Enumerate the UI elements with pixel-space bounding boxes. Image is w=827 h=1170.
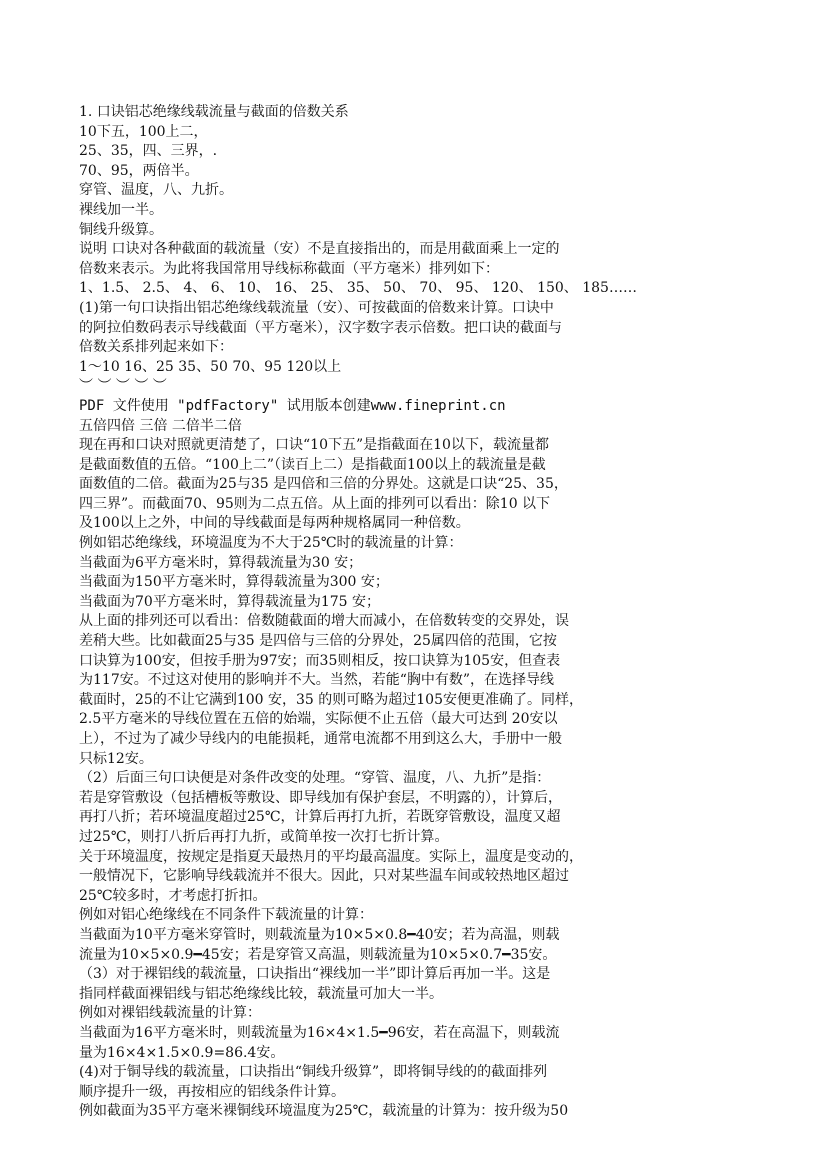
document-body <box>79 103 799 1122</box>
text-line: 量为16×4×1.5×0.9=86.4安。 <box>79 1044 285 1061</box>
text-line: 倍数关系排列起来如下： <box>79 339 233 356</box>
text-line: 及100以上之外，中间的导线截面是每两种规格属同一种倍数。 <box>79 515 470 532</box>
text-line: 过25℃，则打八折后再打九折，或简单按一次打七折计算。 <box>79 828 449 845</box>
text-line: 顺序提升一级，再按相应的铝线条件计算。 <box>79 1083 345 1100</box>
text-line: 指同样截面裸铝线与铝芯绝缘线比较，载流量可加大一半。 <box>79 985 443 1002</box>
text-line: 例如截面为35平方毫米裸铜线环境温度为25℃，载流量的计算为：按升级为50 <box>79 1103 569 1120</box>
text-line: 为117安。不过这对使用的影响并不大。当然，若能“胸中有数”，在选择导线 <box>79 672 555 689</box>
text-line: 例如铝芯绝缘线，环境温度为不大于25℃时的载流量的计算： <box>79 535 463 552</box>
cross-section-list-line: 1、1.5、 2.5、 4、 6、 10、 16、 25、 35、 50、 70、 95、 120、 150、 185…… <box>79 280 637 297</box>
text-line: 当截面为6平方毫米时，算得载流量为30 安； <box>79 554 363 571</box>
text-line: （3）对于裸铝线的载流量，口诀指出“裸线加一半”即计算后再加一半。这是 <box>79 966 551 983</box>
text-line: 说明 口诀对各种截面的载流量（安）不是直接指出的，而是用截面乘上一定的 <box>79 241 560 258</box>
text-line: 关于环境温度，按规定是指夏天最热月的平均最高温度。实际上，温度是变动的， <box>79 848 583 865</box>
text-line: (4)对于铜导线的载流量，口诀指出“铜线升级算”，即将铜导线的的截面排列 <box>79 1064 548 1081</box>
text-line: 面数值的二倍。截面为25与35 是四倍和三倍的分界处。这就是口诀“25、35， <box>79 476 568 493</box>
text-line: 25℃较多时，才考虑打折扣。 <box>79 887 267 904</box>
heading-line: 1. 口诀铝芯绝缘线载流量与截面的倍数关系 <box>79 104 349 120</box>
text-line: 再打八折；若环境温度超过25℃，计算后再打九折，若既穿管敷设，温度又超 <box>79 809 561 826</box>
text-line: 上），不过为了减少导线内的电能损耗，通常电流都不用到这么大，手册中一般 <box>79 731 562 747</box>
text-line: （2）后面三句口诀便是对条件改变的处理。“穿管、温度，八、九折”是指： <box>79 770 551 787</box>
text-line: 10下五，100上二， <box>79 123 208 140</box>
text-line: 是截面数值的五倍。“100上二”（读百上二）是指截面100以上的载流量是截 <box>79 456 546 473</box>
text-line: 的阿拉伯数码表示导线截面（平方毫米），汉字数字表示倍数。把口诀的截面与 <box>79 319 562 336</box>
text-line: 只标12安。 <box>79 750 153 767</box>
text-line: 裸线加一半。 <box>79 201 163 218</box>
text-line: 70、95，两倍半。 <box>79 162 199 179</box>
text-line: 铜线升级算。 <box>79 221 163 238</box>
text-line: 四三界”。而截面70、95则为二点五倍。从上面的排列可以看出：除10 以下 <box>79 495 551 512</box>
text-line: 截面时，25的不让它满到100 安，35 的则可略为超过105安便更准确了。同样， <box>79 691 583 708</box>
text-line: 当截面为16平方毫米时，则载流量为16×4×1.5━96安，若在高温下，则载流 <box>79 1024 560 1041</box>
text-line: 流量为10×5×0.9━45安；若是穿管又高温，则载流量为10×5×0.7━35安。 <box>79 946 557 963</box>
text-line: 现在再和口诀对照就更清楚了，口诀“10下五”是指截面在10以下，载流量都 <box>79 437 549 454</box>
text-line: 当截面为150平方毫米时，算得载流量为300 安； <box>79 574 389 591</box>
text-line: 当截面为70平方毫米时，算得载流量为175 安； <box>79 593 380 610</box>
pdf-watermark-line: PDF 文件使用 "pdfFactory" 试用版本创建www.fineprint.cn <box>79 397 506 414</box>
text-line: 例如对铝心绝缘线在不同条件下载流量的计算： <box>79 907 373 924</box>
text-line: 当截面为10平方毫米穿管时，则载流量为10×5×0.8━40安；若为高温，则载 <box>79 926 560 943</box>
text-line: 25、35，四、三界，. <box>79 143 218 160</box>
text-line: 倍数来表示。为此将我国常用导线标称截面（平方毫米）排列如下： <box>79 260 499 277</box>
multipliers-line: 五倍四倍 三倍 二倍半二倍 <box>79 417 242 434</box>
text-line: 差稍大些。比如截面25与35 是四倍与三倍的分界处，25属四倍的范围，它按 <box>79 633 557 650</box>
ranges-line: 1～10 16、25 35、50 70、95 120以上 <box>79 358 342 375</box>
text-line: 一般情况下，它影响导线载流并不很大。因此，只对某些温车间或较热地区超过 <box>79 868 569 885</box>
text-line: 若是穿管敷设（包括槽板等敷设、即导线加有保护套层，不明露的），计算后， <box>79 789 562 806</box>
brace-marks-line: ︶ ︶ ︶ ︶ ︶ <box>79 378 167 395</box>
text-line: 口诀算为100安，但按手册为97安；而35则相反，按口诀算为105安，但查表 <box>79 652 561 669</box>
text-line: 例如对裸铝线载流量的计算： <box>79 1005 261 1022</box>
text-line: 穿管、温度，八、九折。 <box>79 182 233 199</box>
text-line: (1)第一句口诀指出铝芯绝缘线载流量（安）、可按截面的倍数来计算。口诀中 <box>79 299 554 316</box>
text-line: 2.5平方毫米的导线位置在五倍的始端，实际便不止五倍（最大可达到 20安以 <box>79 711 558 728</box>
text-line: 从上面的排列还可以看出：倍数随截面的增大而减小，在倍数转变的交界处，误 <box>79 613 569 630</box>
